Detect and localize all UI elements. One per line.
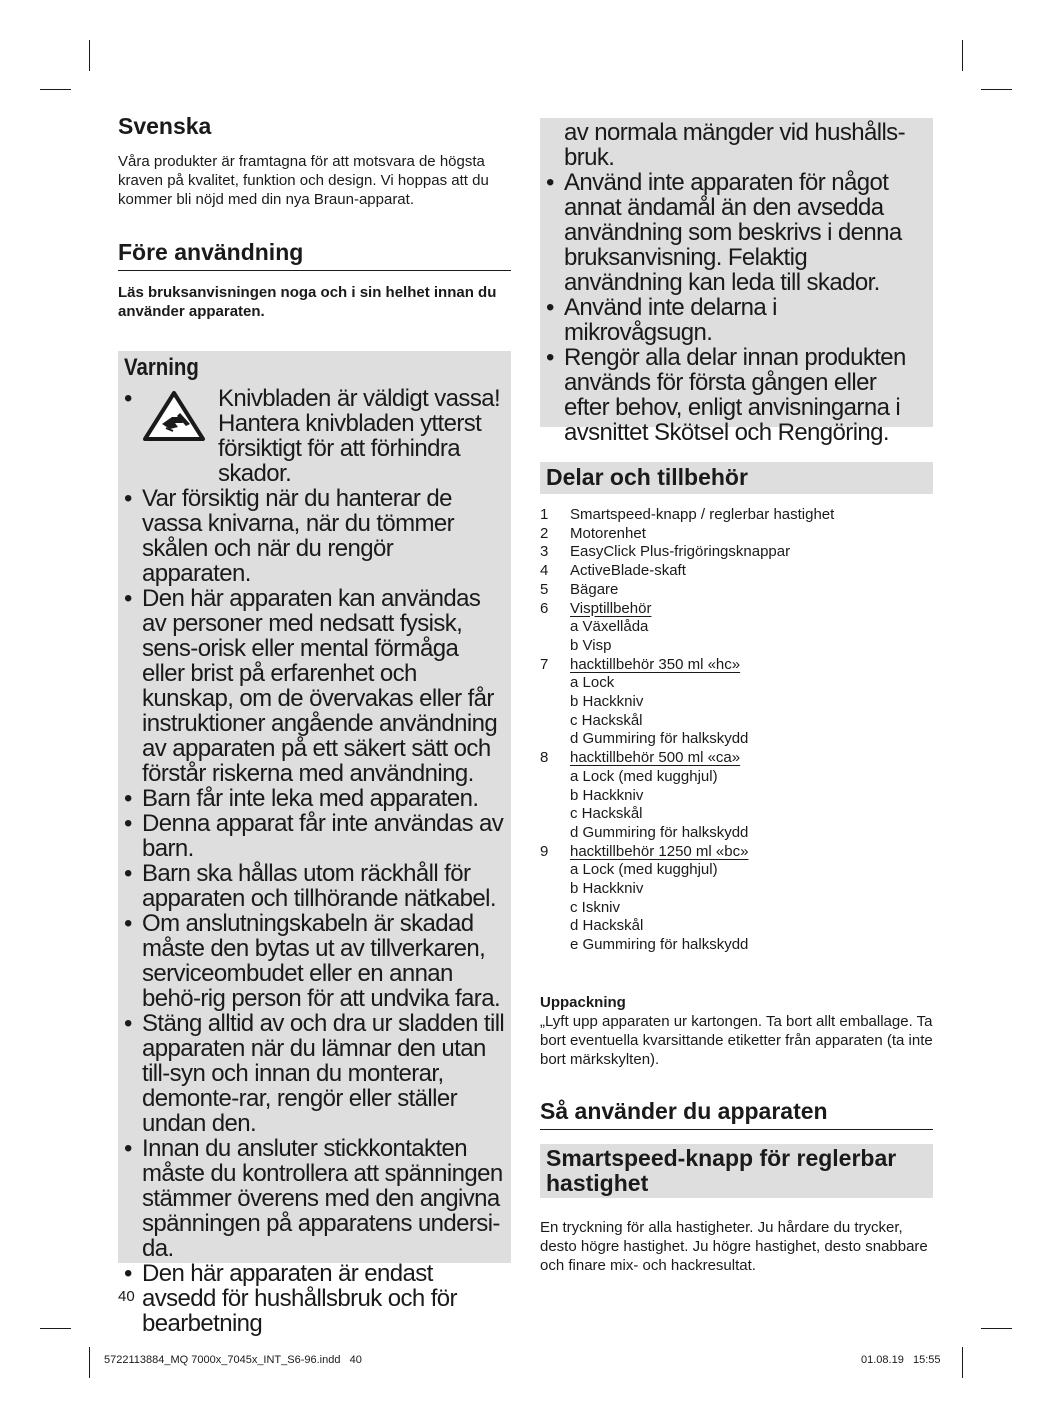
right-column [540,118,933,1275]
parts-list [540,506,933,955]
list-item: • Den här apparaten är endast avsedd för hushållsbruk och för bearbetning [124,1261,505,1336]
list-item: • Barn får inte leka med apparaten. [124,786,505,811]
warning-first-text: Knivbladen är väldigt vassa! Hantera knivbladen ytterst försiktigt för att förhindra skador. [218,385,501,487]
crop-mark [40,1328,71,1329]
list-item: 4 ActiveBlade-skaft [540,562,686,580]
list-item: 9 hacktillbehör 1250 ml «bc» [540,842,749,860]
page-number: 40 [118,1288,135,1305]
list-subitem: a Lock (med kugghjul) [570,861,718,879]
list-subitem: d Gummiring för halkskydd [570,730,749,748]
list-subitem: b Hackkniv [570,693,644,711]
hand-blade-warning-icon [142,386,218,486]
smartspeed-heading: Smartspeed-knapp för reglerbar hastighet [540,1144,933,1198]
list-item: 7 hacktillbehör 350 ml «hc» [540,655,741,673]
list-subitem: e Gummiring för halkskydd [570,936,749,954]
intro-text: Våra produkter är framtagna för att motsvara de högsta kraven på kvalitet, funktion och design. Vi hoppas att du kommer bli nöjd med din nya Braun-apparat. [118,153,489,208]
crop-mark [40,89,71,90]
list-item: • Den här apparaten kan användas av personer med nedsatt fysisk, sens-orisk eller mental förmåga eller brist på erfarenhet och kunskap, om de övervakas eller får instruktioner angående användning av apparaten på ett säkert sätt och förstår riskerna med användning. [124,586,505,786]
warning-continued-text: av normala mängder vid hushålls-bruk. [564,119,905,171]
parts-heading: Delar och tillbehör [540,462,933,494]
unpacking-section [540,993,933,1069]
list-item: • Barn ska hållas utom räckhåll för apparaten och tillhörande nätkabel. [124,861,505,911]
warning-first-item [124,386,505,486]
list-item: 3 EasyClick Plus-frigöringsknappar [540,543,791,561]
list-item: • Rengör alla delar innan produkten används för första gången eller efter behov, enligt anvisningarna i avsnittet Skötsel och Rengöring. [546,345,927,445]
crop-mark [962,40,963,71]
warning-list-continued [546,170,927,445]
usage-heading: Så använder du apparaten [540,1098,933,1130]
crop-mark [89,40,90,71]
list-item: 6 Visptillbehör [540,599,652,617]
list-subitem: a Lock [570,674,615,692]
list-subitem: b Hackkniv [570,880,644,898]
footer-file-info: 5722113884_MQ 7000x_7045x_INT_S6-96.indd 40 [104,1354,362,1366]
list-subitem: a Lock (med kugghjul) [570,767,718,785]
list-subitem: b Visp [570,636,612,654]
list-item: • Var försiktig när du hanterar de vassa knivarna, när du tömmer skålen och när du rengör apparaten. [124,486,505,586]
list-item: 5 Bägare [540,580,619,598]
footer-date: 01.08.19 15:55 [861,1354,941,1366]
unpacking-heading: Uppackning [540,993,626,1011]
list-subitem: b Hackkniv [570,786,644,804]
list-item: • Använd inte apparaten för något annat ändamål än den avsedda användning som beskrivs i denna bruksanvisning. Felaktig användning kan leda till skador. [546,170,927,295]
page-title: Svenska [118,113,212,139]
crop-mark [981,89,1012,90]
smartspeed-text: En tryckning för alla hastigheter. Ju hårdare du trycker, desto högre hastighet. Ju högre hastighet, desto snabbare och finare mix- och hackresultat. [540,1218,928,1274]
list-item: • Stäng alltid av och dra ur sladden till apparaten när du lämnar den utan till-syn och innan du monterar, demonte-rar, rengör eller ställer undan den. [124,1011,505,1136]
unpacking-text: „Lyft upp apparaten ur kartongen. Ta bort allt emballage. Ta bort eventuella kvarsittande etiketter från apparaten (ta inte bort märkskylten). [540,1012,933,1068]
list-subitem: c Iskniv [570,898,621,916]
before-use-heading: Före användning [118,239,511,271]
crop-mark [89,1347,90,1378]
list-item: • Om anslutningskabeln är skadad måste den bytas ut av tillverkaren, serviceombudet eller en annan behö-rig person för att undvika fara. [124,911,505,1011]
warning-heading: Varning [124,354,199,381]
list-subitem: d Gummiring för halkskydd [570,823,749,841]
list-item: • Denna apparat får inte användas av barn. [124,811,505,861]
warning-list [124,486,505,1336]
list-item: 2 Motorenhet [540,524,646,542]
bullet: • [124,385,132,412]
crop-mark [962,1347,963,1378]
warning-continued-box [540,118,933,446]
crop-mark [981,1328,1012,1329]
list-subitem: d Hackskål [570,917,644,935]
list-item: • Innan du ansluter stickkontakten måste du kontrollera att spänningen stämmer överens med den angivna spänningen på apparatens undersi-da. [124,1136,505,1261]
list-subitem: a Växellåda [570,618,649,636]
list-item: 1 Smartspeed-knapp / reglerbar hastighet [540,506,835,523]
list-subitem: c Hackskål [570,805,643,823]
list-subitem: c Hackskål [570,711,643,729]
list-item: 8 hacktillbehör 500 ml «ca» [540,749,741,767]
before-use-note: Läs bruksanvisningen noga och i sin helhet innan du använder apparaten. [118,284,497,320]
list-item: • Använd inte delarna i mikrovågsugn. [546,295,927,345]
